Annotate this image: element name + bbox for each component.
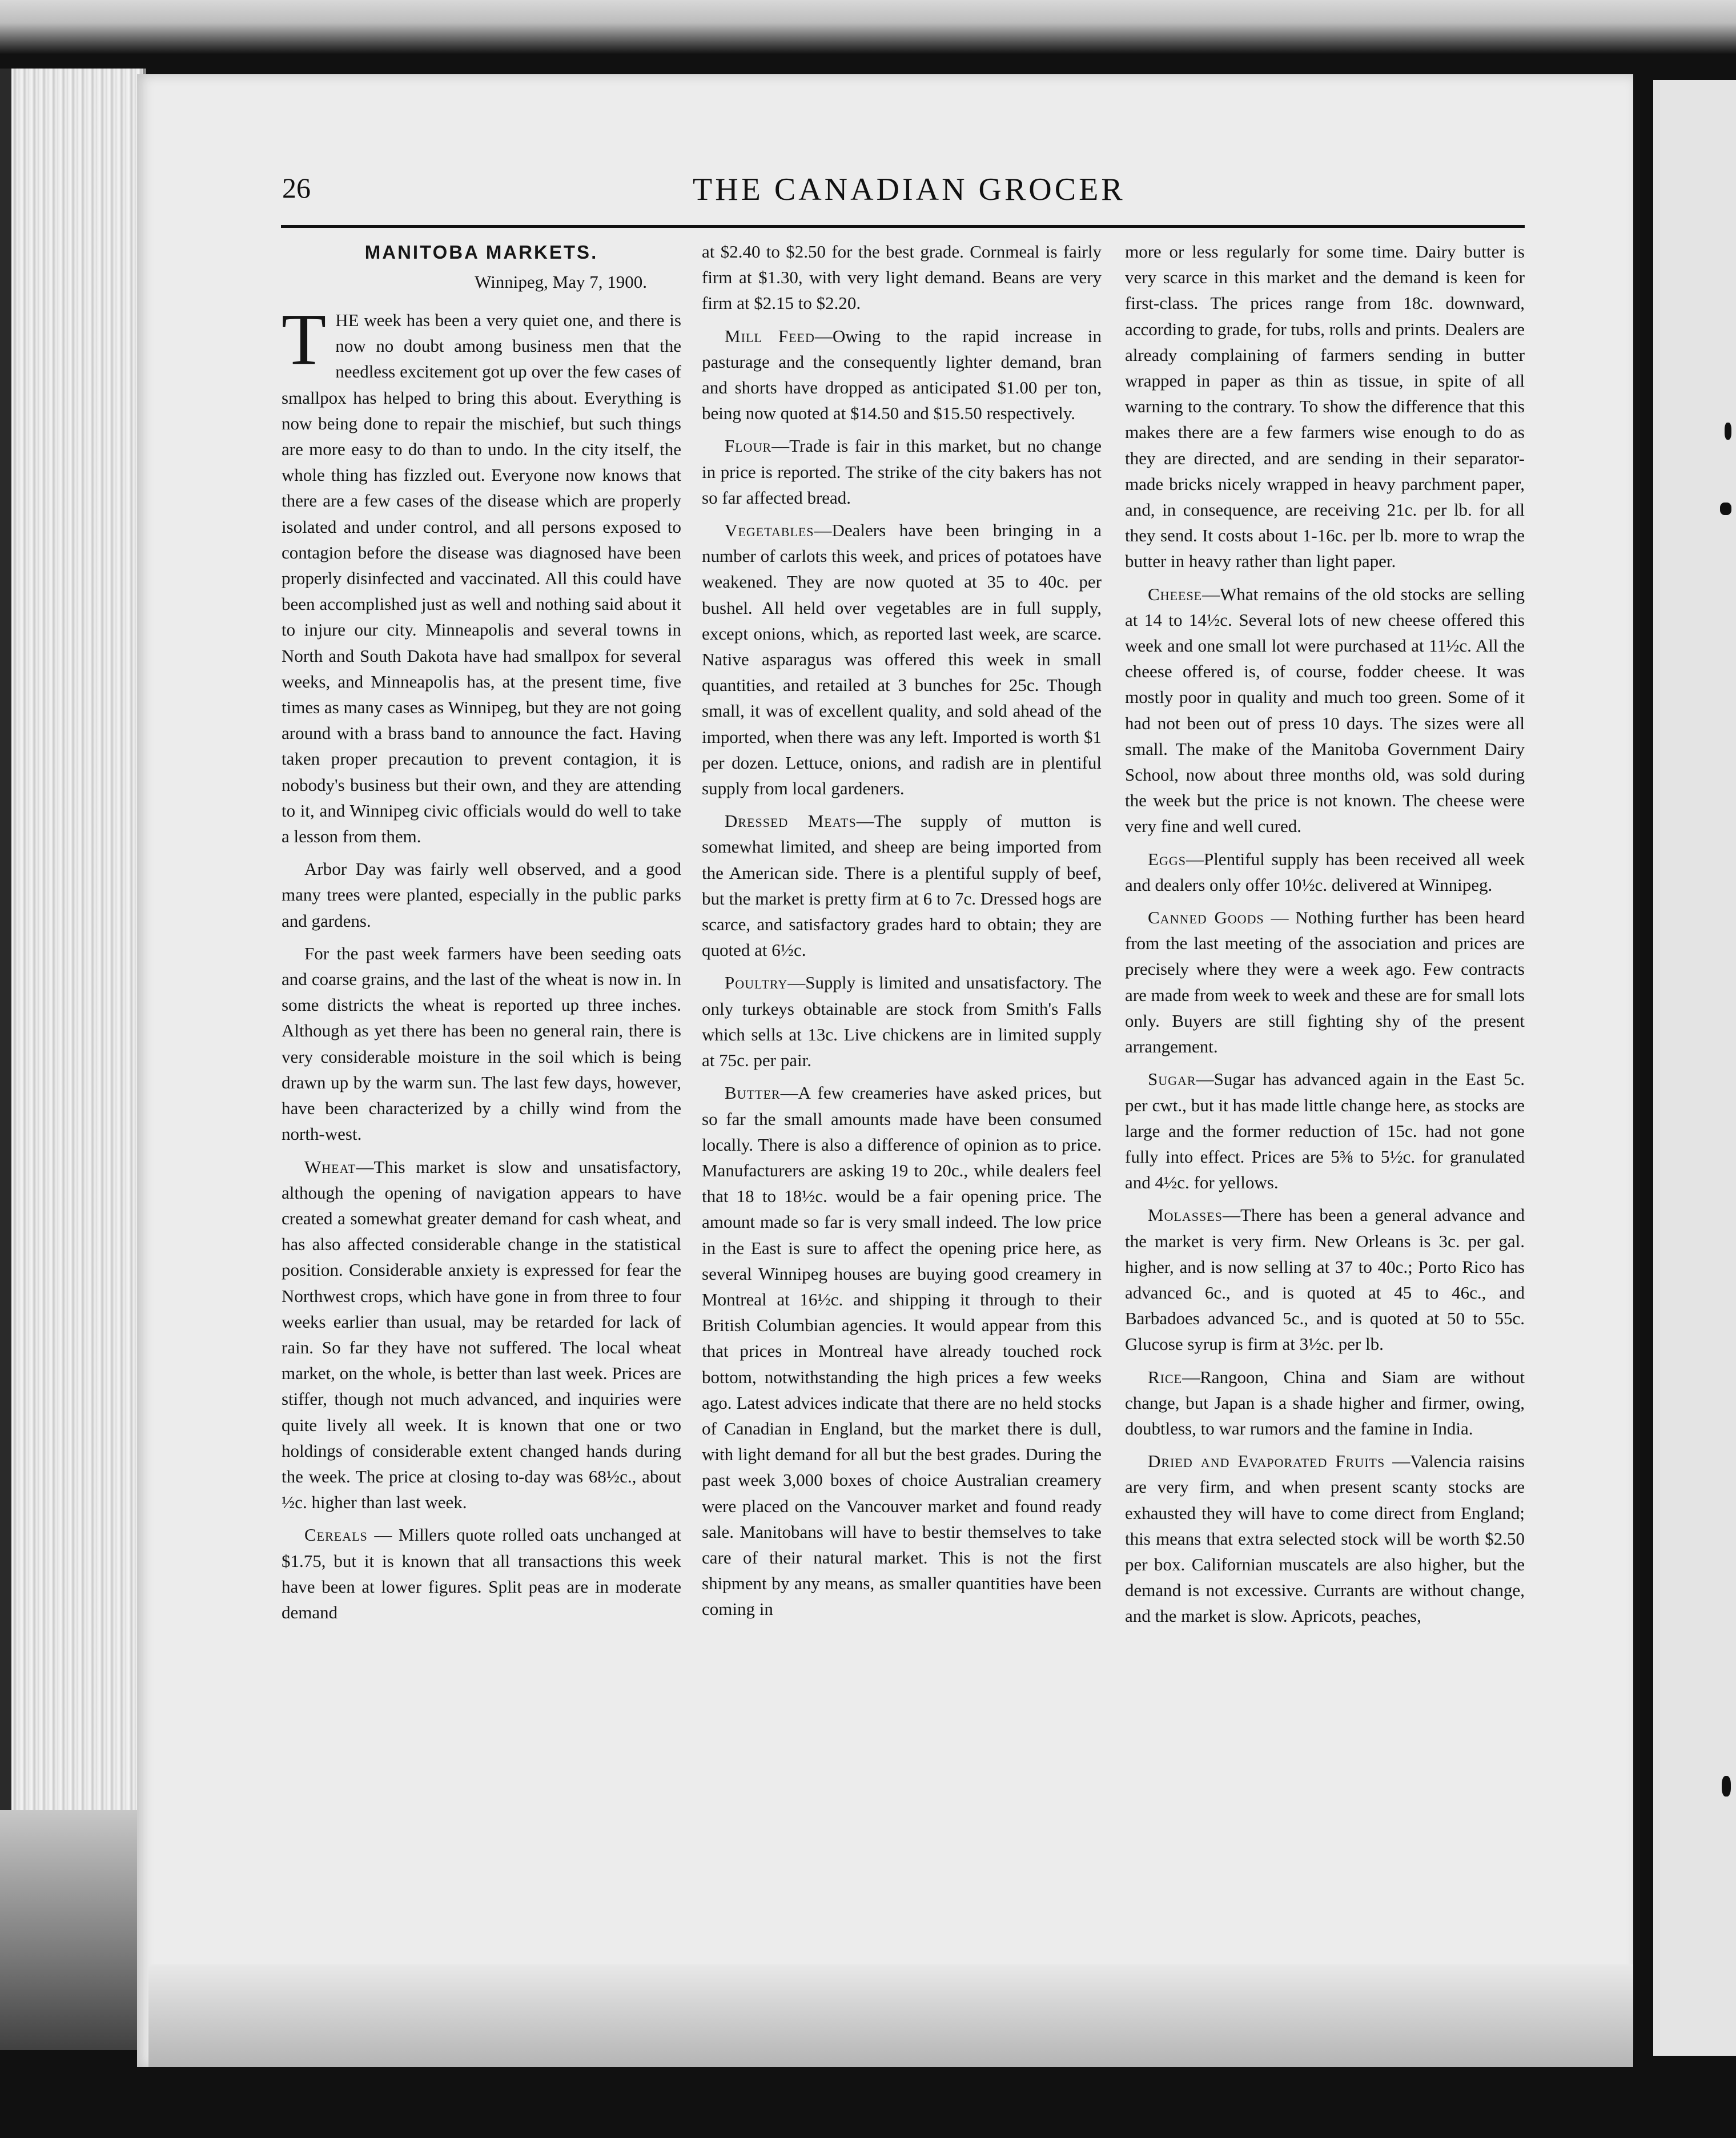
dried-fruits-heading: Dried and Evaporated Fruits — [1148, 1451, 1385, 1472]
rice-heading: Rice — [1148, 1367, 1183, 1387]
intro-paragraph: THE week has been a very quiet one, and there is now no doubt among business men that the needless excitement got up over the few cases of smallpox has helped to bring this about. Everything is now being done to repair the mischief, but such things are more easy to do than to undo. In the city itself, the whole thing has fizzled out. Everyone now knows that there are a few cases of the disease which are properly isolated and under control, and all persons exposed to contagion before the disease was diagnosed have been properly disinfected and vaccinated. All this could have been accomplished just as well and nothing said about it to injure our city. Minneapolis and several towns in North and South Dakota have had smallpox for several weeks, and Minneapolis has, at the present time, five times as many cases as Winnipeg, but they are not going around with a brass band to announce the fact. Having taken proper precaution to prevent contagion, it is nobody's business but their own, and they are attending to it, and Winnipeg civic officials would do well to take a lesson from them. — [282, 299, 681, 847]
cheese-paragraph: Cheese—What remains of the old stocks are selling at 14 to 14½c. Several lots of new cheese offered this week and one small lot were purchased at 11½c. All the cheese offered is, of course, fodder cheese. It was mostly poor in quality and much too green. Some of it had not been out of press 10 days. The sizes were all small. The make of the Manitoba Government Dairy School, now about three months old, was sold during the week but the price is not known. The cheese were very fine and well cured. — [1125, 584, 1525, 837]
mill-feed-heading: Mill Feed — [725, 325, 815, 346]
column-3 — [1125, 239, 1525, 1636]
book-page-edges — [0, 69, 146, 2067]
eggs-heading: Eggs — [1148, 849, 1186, 869]
canned-goods-heading: Canned Goods — [1148, 907, 1264, 928]
scan-top-edge — [0, 0, 1736, 74]
sugar-paragraph: Sugar—Sugar has advanced again in the East 5c. per cwt., but it has made little change here, as stocks are large and the former reduction of 15c. had not gone fully into effect. Prices are 5⅜ to 5½c. for granulated and 4½c. for yellows. — [1125, 1069, 1525, 1193]
vegetables-paragraph: Vegetables—Dealers have been bringing in a number of carlots this week, and prices of potatoes have weakened. They are now quoted at 35 to 40c. per bushel. All held over vegetables are in full supply, except onions, which, as reported last week, are scarce. Native asparagus was offered this week in small quantities, and retailed at 3 bunches for 25c. Though small, it was of excellent quality, and sold ahead of the imported, when there was any left. Imported is worth $1 per dozen. Lettuce, onions, and radish are in plentiful supply from local gardeners. — [702, 520, 1102, 799]
column-1 — [282, 239, 681, 1632]
dried-fruits-paragraph: Dried and Evaporated Fruits —Valencia raisins are very firm, and when present scanty stocks are exhausted they will have to come direct from England; this means that extra selected stock will be worth $2.50 per box. Californian muscatels are also higher, but the demand is not excessive. Currants are without change, and the market is slow. Apricots, peaches, — [1125, 1451, 1525, 1626]
cereals-continued: at $2.40 to $2.50 for the best grade. Cornmeal is fairly firm at $1.30, with very light demand. Beans are very firm at $2.15 to $2.20. — [702, 242, 1102, 314]
vegetables-heading: Vegetables — [725, 520, 814, 541]
publication-title: THE CANADIAN GROCER — [693, 172, 1126, 207]
seeding-paragraph: For the past week farmers have been seeding oats and coarse grains, and the last of the wheat is now in. In some districts the wheat is reported up three inches. Although as yet there has been no general rain, there is very considerable moisture in the soil which is being drawn up by the warm sun. The last few days, however, have been characterized by a chilly wind from the north-west. — [282, 943, 681, 1144]
arbor-day-paragraph: Arbor Day was fairly well observed, and a good many trees were planted, especially in the public parks and gardens. — [282, 859, 681, 931]
page-bottom-shadow — [148, 1964, 1633, 2067]
eggs-paragraph: Eggs—Plentiful supply has been received all week and dealers only offer 10½c. delivered at Winnipeg. — [1125, 849, 1525, 895]
page-number: 26 — [282, 172, 311, 204]
ink-speck — [1720, 503, 1731, 515]
sugar-heading: Sugar — [1148, 1069, 1196, 1090]
dressed-meats-paragraph: Dressed Meats—The supply of mutton is somewhat limited, and sheep are being imported from the American side. There is a plentiful supply of beef, but the market is pretty firm at 6 to 7c. Dressed hogs are scarce, and satisfactory grades hard to obtain; they are quoted at 6½c. — [702, 811, 1102, 961]
facing-page-sliver — [1653, 80, 1736, 2056]
column-2 — [702, 239, 1102, 1629]
molasses-heading: Molasses — [1148, 1205, 1223, 1225]
wheat-paragraph: Wheat—This market is slow and unsatisfactory, although the opening of navigation appears to have created a somewhat greater demand for cash wheat, and has also affected considerable change in the statistical position. Considerable anxiety is expressed for fear the Northwest crops, which have gone in from three to four weeks earlier than usual, may be retarded for lack of rain. So far they have not suffered. The local wheat market, on the whole, is better than last week. Prices are stiffer, though not much advanced, and inquiries were quite lively all week. It is known that one or two holdings of considerable extent changed hands during the week. The price at closing to-day was 68½c., about ½c. higher than last week. — [282, 1156, 681, 1513]
flour-paragraph: Flour—Trade is fair in this market, but no change in price is reported. The strike of the city bakers has not so far affected bread. — [702, 436, 1102, 508]
cereals-paragraph: Cereals — Millers quote rolled oats unchanged at $1.75, but it is known that all transactions this week have been at lower figures. Split peas are in moderate demand — [282, 1525, 681, 1622]
book-spine-shadow — [0, 69, 11, 2067]
butter-heading: Butter — [725, 1083, 781, 1103]
canned-goods-paragraph: Canned Goods — Nothing further has been heard from the last meeting of the association and prices are precisely where they were a week ago. Few contracts are made from week to week and these are for small lots only. Buyers are still fighting shy of the present arrangement. — [1125, 907, 1525, 1057]
cereals-heading: Cereals — [304, 1525, 368, 1545]
ink-speck — [1722, 1776, 1731, 1797]
header-rule — [281, 225, 1525, 228]
article-title: MANITOBA MARKETS. — [364, 242, 598, 263]
mill-feed-paragraph: Mill Feed—Owing to the rapid increase in pasturage and the consequently lighter demand, bran and shorts have dropped as anticipated $1.00 per ton, being now quoted at $14.50 and $15.50 respectively. — [702, 325, 1102, 424]
flour-heading: Flour — [725, 436, 772, 456]
dateline: Winnipeg, May 7, 1900. — [475, 272, 647, 292]
butter-continued: more or less regularly for some time. Dairy butter is very scarce in this market and the demand is keen for first-class. The prices range from 18c. downward, according to grade, for tubs, rolls and prints. Dealers are already complaining of farmers sending in butter wrapped in paper as thin as tissue, in spite of all warning to the contrary. To show the difference that this makes there are a few farmers wise enough to do as they are directed, and are sending in their separator-made bricks nicely wrapped in heavy parchment paper, and, in consequence, are receiving 21c. per lb. for all they send. It costs about 1-16c. per lb. more to wrap the butter in heavy rather than light paper. — [1125, 242, 1525, 572]
wheat-heading: Wheat — [304, 1156, 356, 1177]
poultry-paragraph: Poultry—Supply is limited and unsatisfactory. The only turkeys obtainable are stock from Smith's Falls which sells at 13c. Live chickens are in limited supply at 75c. per pair. — [702, 972, 1102, 1071]
drop-cap: T — [282, 299, 327, 380]
poultry-heading: Poultry — [725, 972, 788, 993]
molasses-paragraph: Molasses—There has been a general advance and the market is very firm. New Orleans is 3c. per gal. higher, and is now selling at 37 to 40c.; Porto Rico has advanced 6c., and is quoted at 45 to 46c., and Barbadoes advanced 5c., and is quoted at 50 to 55c. Glucose syrup is firm at 3½c. per lb. — [1125, 1205, 1525, 1355]
ink-speck — [1725, 423, 1731, 440]
rice-paragraph: Rice—Rangoon, China and Siam are without change, but Japan is a shade higher and firmer, owing, doubtless, to war rumors and the famine in India. — [1125, 1367, 1525, 1438]
dressed-meats-heading: Dressed Meats — [725, 811, 857, 831]
butter-paragraph: Butter—A few creameries have asked prices, but so far the small amounts made have been consumed locally. There is also a difference of opinion as to price. Manufacturers are asking 19 to 20c., while dealers feel that 18 to 18½c. would be a fair opening price. The amount made so far is very small indeed. The low price in the East is sure to affect the opening price here, as several Winnipeg houses are buying good creamery in Montreal at 16½c. and shipping it through to their British Columbian agencies. It would appear from this that prices in Montreal have already touched rock bottom, notwithstanding the high prices a few weeks ago. Latest advices indicate that there are no held stocks of Canadian in England, but the market there is dull, with light demand for all but the best grades. During the past week 3,000 boxes of choice Australian creamery were placed on the Vancouver market and found ready sale. Manitobans will have to bestir themselves to take care of their natural market. This is not the first shipment by any means, as smaller quantities have been coming in — [702, 1083, 1102, 1619]
cheese-heading: Cheese — [1148, 584, 1203, 604]
